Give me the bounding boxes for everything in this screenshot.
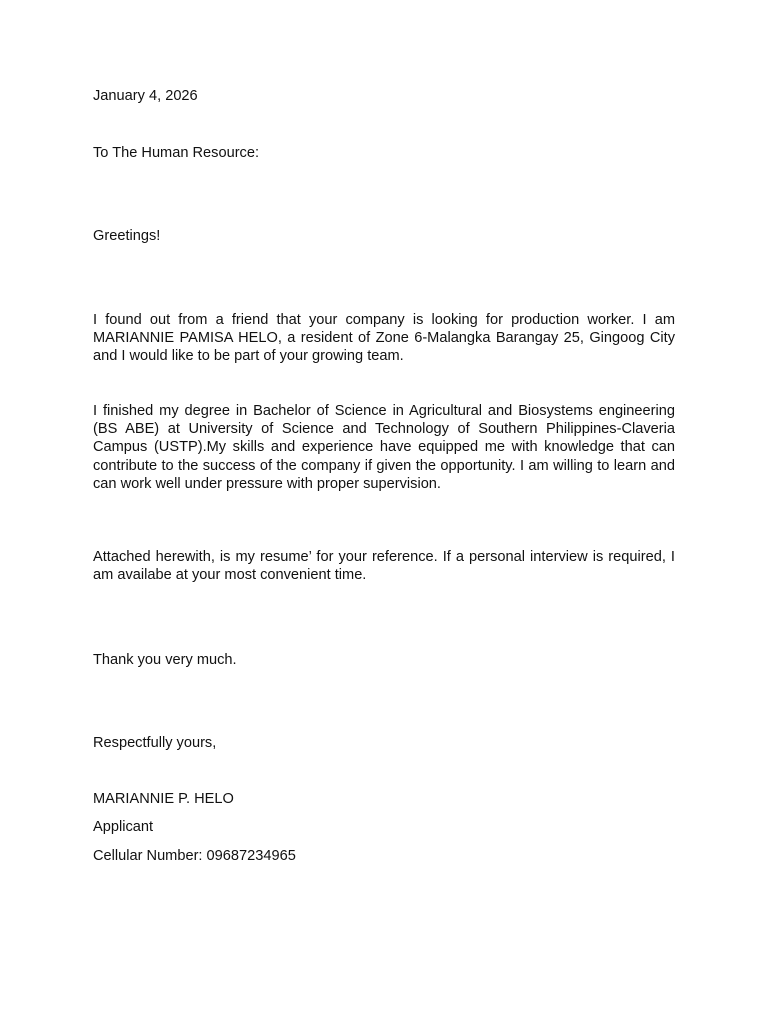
signer-role: Applicant [93,819,154,835]
letter-paragraph-education: I finished my degree in Bachelor of Science in Agricultural and Biosystems engineering (BS ABE) at University of Science and Technology of Southern Philippines-Claveria Campus (USTP).My skills and experience have equipped me with knowledge that can contribute to the success of the company if given the opportunity. I am willing to learn and can work well under pressure with proper supervision. [93,403,675,492]
letter-closing: Respectfully yours, [93,735,217,751]
letter-greeting: Greetings! [93,228,161,244]
signer-name: MARIANNIE P. HELO [93,791,234,807]
letter-salutation: To The Human Resource: [93,145,260,161]
signer-contact-number: Cellular Number: 09687234965 [93,848,296,864]
letter-date: January 4, 2026 [93,88,198,104]
letter-paragraph-intro: I found out from a friend that your company is looking for production worker. I am MARIANNIE PAMISA HELO, a resident of Zone 6-Malangka Barangay 25, Gingoog City and I would like to be part of your growing team. [93,312,675,365]
letter-thanks: Thank you very much. [93,652,237,668]
letter-paragraph-attachment: Attached herewith, is my resume’ for your reference. If a personal interview is required, I am availabe at your most convenient time. [93,549,675,584]
